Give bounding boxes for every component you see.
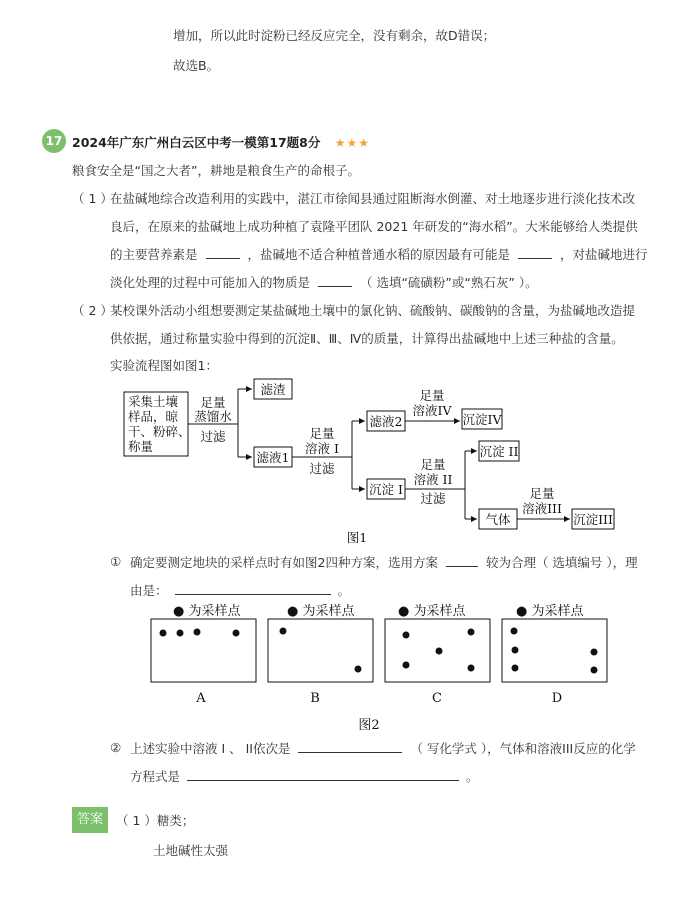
reagent-label: 足量 <box>420 457 446 472</box>
sample-point <box>512 665 519 672</box>
sample-point <box>280 628 287 635</box>
part2-line: 某校课外活动小组想要测定某盐碱地土壤中的氯化钠、硫酸钠、碳酸钠的含量，为盐碱地改造提 <box>110 303 636 318</box>
legend-label: ● 为采样点 <box>516 604 584 619</box>
sample-point <box>403 632 410 639</box>
sample-point <box>177 630 184 637</box>
filtrate2-label: 滤液2 <box>369 414 403 429</box>
prev-answer-line: 故选B。 <box>173 58 220 73</box>
sample-point <box>436 648 443 655</box>
answer-blank[interactable] <box>446 553 478 567</box>
reagent-label: 溶液 I <box>305 441 339 456</box>
sample-point <box>468 629 475 636</box>
subq2-text: 。 <box>465 769 479 784</box>
question-number-badge: 17 <box>42 129 66 153</box>
sample-point <box>233 630 240 637</box>
sample-point <box>591 649 598 656</box>
scheme-label: D <box>551 691 563 706</box>
start-text: 样品，晾 <box>128 409 179 424</box>
ppt1-label: 沉淀 I <box>369 482 403 497</box>
subq2-line <box>130 767 479 786</box>
figure1-caption: 图1 <box>346 530 368 545</box>
subq1-text: 确定要测定地块的采样点时有如图2四种方案，选用方案 <box>130 555 438 570</box>
reagent-label: 溶液III <box>522 501 562 516</box>
part2-label: （ 2 ） <box>72 303 113 318</box>
sampling-figure2 <box>0 595 678 735</box>
part1-text: 淡化处理的过程中可能加入的物质是 <box>110 275 311 290</box>
subq1-number: ① <box>110 554 122 569</box>
answer-line: （ 1 ）糖类； <box>116 813 195 828</box>
sample-point <box>194 629 201 636</box>
scheme-a-plot <box>151 619 256 682</box>
subq2-text: 上述实验中溶液 I 、 II依次是 <box>130 741 291 756</box>
sample-point <box>511 628 518 635</box>
ppt2-label: 沉淀 II <box>479 444 519 459</box>
residue-label: 滤渣 <box>260 382 286 397</box>
part1-line: 良后，在原来的盐碱地上成功种植了袁隆平团队 2021 年研发的“海水稻”。大米能够给人类提供 <box>110 219 638 234</box>
subq2-text: （ 写化学式 ），气体和溶液III反应的化学 <box>410 741 636 756</box>
scheme-label: C <box>432 691 442 706</box>
part1-text: 的主要营养素是 <box>110 247 198 262</box>
reagent-label: 足量 <box>200 395 226 410</box>
question-title-text: 2024年广东广州白云区中考一模第17题8分 <box>72 135 321 150</box>
sample-point <box>403 662 410 669</box>
operation-label: 过滤 <box>200 429 226 444</box>
answer-blank[interactable] <box>298 739 402 753</box>
sample-point <box>160 630 167 637</box>
filtrate1-label: 滤液1 <box>256 450 290 465</box>
sample-point <box>468 665 475 672</box>
subq1-text: 。 <box>337 583 350 598</box>
gas-label: 气体 <box>485 512 511 527</box>
start-text: 称量 <box>128 439 154 454</box>
subq1-line <box>130 553 638 572</box>
part1-text: （ 选填“硫磺粉”或“熟石灰” ）。 <box>359 275 538 290</box>
operation-label: 过滤 <box>309 461 335 476</box>
part1-text: ，盐碱地不适合种植普通水稻的原因最有可能是 <box>247 247 510 262</box>
legend-label: ● 为采样点 <box>398 604 466 619</box>
scheme-label: B <box>310 691 320 706</box>
sample-point <box>591 667 598 674</box>
legend-label: ● 为采样点 <box>173 604 241 619</box>
prev-answer-line: 增加，所以此时淀粉已经反应完全，没有剩余，故D错误； <box>173 28 496 43</box>
answer-line: 土地碱性太强 <box>153 843 229 858</box>
part1-label: （ 1 ） <box>72 191 113 206</box>
part1-line: 在盐碱地综合改造利用的实践中，湛江市徐闻县通过阻断海水倒灌、对土地逐步进行淡化技术改 <box>110 191 636 206</box>
figure2-caption: 图2 <box>358 718 380 733</box>
reagent-label: 足量 <box>309 426 335 441</box>
start-text: 干、粉碎、 <box>128 424 191 439</box>
reagent-label: 足量 <box>529 486 555 501</box>
reagent-label: 溶液IV <box>412 403 452 418</box>
ppt4-label: 沉淀IV <box>462 412 502 427</box>
subq2-text: 方程式是 <box>130 769 181 784</box>
reagent-label: 溶液 II <box>413 472 453 487</box>
sample-point <box>512 647 519 654</box>
ppt3-label: 沉淀III <box>573 512 613 527</box>
reagent-label: 足量 <box>419 388 445 403</box>
part2-line: 实验流程图如图1： <box>110 358 218 373</box>
part2-line: 供依据，通过称量实验中得到的沉淀Ⅱ、Ⅲ、Ⅳ的质量，计算得出盐碱地中上述三种盐的含量。 <box>110 331 624 346</box>
question-intro: 粮食安全是“国之大者”，耕地是粮食生产的命根子。 <box>72 163 360 178</box>
start-text: 采集土壤 <box>128 394 179 409</box>
subq2-number: ② <box>110 740 122 755</box>
subq1-text: 由是： <box>130 583 168 598</box>
part1-text: ，对盐碱地进行 <box>559 247 648 262</box>
difficulty-stars: ★★★ <box>334 136 371 150</box>
answer-blank[interactable] <box>175 581 331 595</box>
reagent-label: 蒸馏水 <box>194 409 232 424</box>
subq2-line <box>130 739 636 758</box>
subq1-text: 较为合理（ 选填编号 ），理 <box>485 555 638 570</box>
scheme-label: A <box>196 691 206 706</box>
answer-tag: 答案 <box>72 807 108 833</box>
sample-point <box>355 666 362 673</box>
legend-label: ● 为采样点 <box>287 604 355 619</box>
answer-blank[interactable] <box>187 767 459 781</box>
operation-label: 过滤 <box>420 491 446 506</box>
